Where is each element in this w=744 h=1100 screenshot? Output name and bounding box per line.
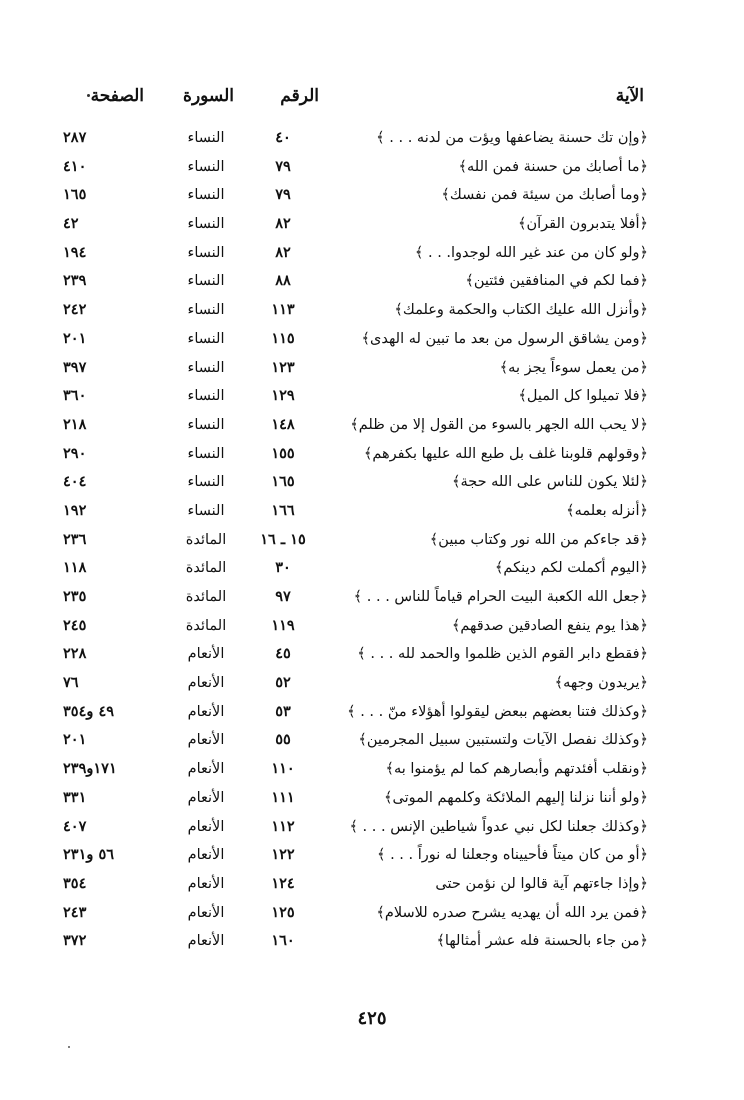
ayah-text: ﴿فقطع دابر القوم الذين ظلموا والحمد لله . . . ﴾ <box>357 646 648 663</box>
ayah-text: ﴿قد جاءكم من الله نور وكتاب مبين﴾ <box>429 531 648 548</box>
ayah-number: ١٥ ـ ١٦ <box>260 530 306 548</box>
header-surah: السورة <box>183 86 234 106</box>
ayah-number: ٨٢ <box>275 243 291 261</box>
ayah-number: ١٢٢ <box>271 846 295 864</box>
table-row <box>63 899 648 928</box>
table-row <box>63 583 648 612</box>
table-row <box>63 870 648 899</box>
ayah-text: ﴿فما لكم في المنافقين فئتين﴾ <box>465 273 648 290</box>
ayah-number: ١٢٩ <box>271 387 295 405</box>
table-row <box>63 927 648 956</box>
surah-name: الأنعام <box>187 761 225 778</box>
surah-name: النساء <box>187 416 225 433</box>
surah-name: الأنعام <box>187 732 225 749</box>
table-row <box>63 411 648 440</box>
ayah-number: ٥٢ <box>275 674 291 692</box>
table-header <box>80 86 644 116</box>
ayah-text: ﴿وأنزل الله عليك الكتاب والحكمة وعلمك﴾ <box>394 302 648 319</box>
page-reference: ٢٠١ <box>63 731 87 749</box>
surah-name: النساء <box>187 244 225 261</box>
surah-name: النساء <box>187 273 225 290</box>
surah-name: النساء <box>187 187 225 204</box>
page-reference: ٤٠٤ <box>63 473 87 491</box>
ayah-text: ﴿اليوم أكملت لكم دينكم﴾ <box>494 560 648 577</box>
page-reference: ٤٢ <box>63 215 79 233</box>
surah-name: النساء <box>187 158 225 175</box>
page-reference: ٥٦ و٢٣١ <box>63 846 115 864</box>
surah-name: المائدة <box>185 531 227 548</box>
ayah-number: ١٦٠ <box>271 932 295 950</box>
ayah-text: ﴿يريدون وجهه﴾ <box>554 675 648 692</box>
page-reference: ١٧١و٢٣٩ <box>63 760 117 778</box>
page-reference: ٢٩٠ <box>63 444 87 462</box>
ayah-number: ٩٧ <box>275 588 291 605</box>
ayah-text: ﴿ونقلب أفئدتهم وأبصارهم كما لم يؤمنوا به﴾ <box>385 761 648 778</box>
table-row <box>63 554 648 583</box>
page-reference: ٢٨٧ <box>63 129 87 146</box>
surah-name: النساء <box>187 302 225 319</box>
page-number: ٤٢٥ <box>357 1008 387 1029</box>
page-reference: ٢٣٥ <box>63 588 87 605</box>
header-number: الرقم <box>280 86 319 106</box>
surah-name: الأنعام <box>187 847 225 864</box>
page-reference: ١٩٢ <box>63 501 87 519</box>
table-row <box>63 124 648 153</box>
surah-name: المائدة <box>185 617 227 634</box>
ayah-number: ٨٢ <box>275 215 291 233</box>
table-row <box>63 267 648 296</box>
surah-name: المائدة <box>185 560 227 577</box>
table-row <box>63 726 648 755</box>
page-reference: ٣٧٢ <box>63 932 87 950</box>
ayah-number: ١١٩ <box>271 616 295 634</box>
ayah-text: ﴿وكذلك جعلنا لكل نبي عدواً شياطين الإنس . . . ﴾ <box>349 818 648 835</box>
surah-name: النساء <box>187 216 225 233</box>
ayah-text: ﴿جعل الله الكعبة البيت الحرام قياماً للناس . . . ﴾ <box>353 589 648 605</box>
header-ayah: الآية <box>615 86 644 106</box>
surah-name: النساء <box>187 474 225 491</box>
ayah-number: ٤٥ <box>275 645 291 663</box>
ayah-text: ﴿فلا تميلوا كل الميل﴾ <box>518 388 648 405</box>
page-reference: ٢١٨ <box>63 415 87 433</box>
ayah-text: ﴿ولو أننا نزلنا إليهم الملائكة وكلمهم الموتى﴾ <box>384 789 648 806</box>
surah-name: النساء <box>187 330 225 347</box>
table-row <box>63 181 648 210</box>
ayah-number: ٥٥ <box>275 731 291 749</box>
ayah-text: ﴿وكذلك فتنا بعضهم ببعض ليقولوا أهؤلاء منّ . . . ﴾ <box>347 703 648 720</box>
table-row <box>63 440 648 469</box>
page-reference: ١١٨ <box>63 559 87 577</box>
ayah-text: ﴿وقولهم قلوبنا غلف بل طبع الله عليها بكفرهم﴾ <box>363 445 648 462</box>
table-row <box>63 210 648 239</box>
ayah-text: ﴿لا يحب الله الجهر بالسوء من القول إلا من ظلم﴾ <box>350 416 648 433</box>
table-row <box>63 354 648 383</box>
ayah-text: ﴿وكذلك نفصل الآيات ولتستبين سبيل المجرمين﴾ <box>358 732 648 749</box>
page-reference: ٣٥٤ <box>63 874 87 892</box>
ayah-text: ﴿من يعمل سوءاً يجز به﴾ <box>499 359 648 376</box>
ayah-text: ﴿وإذا جاءتهم آية قالوا لن نؤمن حتى <box>435 875 648 892</box>
ayah-number: ٧٩ <box>275 157 291 175</box>
ayah-number: ١١٣ <box>271 301 295 319</box>
stray-dot <box>68 1046 70 1048</box>
ayah-text: ﴿ما أصابك من حسنة فمن الله﴾ <box>458 158 648 175</box>
ayah-number: ١٢٥ <box>271 903 295 921</box>
table-row <box>63 698 648 727</box>
page-reference: ٤٩ و٣٥٤ <box>63 702 115 720</box>
ayah-text: ﴿هذا يوم ينفع الصادقين صدقهم﴾ <box>451 617 648 634</box>
surah-name: النساء <box>187 359 225 376</box>
ayah-text: ﴿أفلا يتدبرون القرآن﴾ <box>518 216 648 233</box>
ayah-text: ﴿من جاء بالحسنة فله عشر أمثالها﴾ <box>436 933 648 950</box>
surah-name: الأنعام <box>187 703 225 720</box>
index-table <box>63 124 648 956</box>
ayah-text: ﴿ومن يشاقق الرسول من بعد ما تبين له الهدى﴾ <box>361 330 648 347</box>
ayah-number: ١١٢ <box>271 817 295 835</box>
ayah-number: ١٥٥ <box>271 444 295 462</box>
ayah-number: ٤٠ <box>275 129 291 146</box>
ayah-text: ﴿أو من كان ميتاً فأحييناه وجعلنا له نوراً . . . ﴾ <box>376 847 648 864</box>
table-row <box>63 526 648 555</box>
surah-name: الأنعام <box>187 904 225 921</box>
ayah-number: ١٢٣ <box>271 358 295 376</box>
page-reference: ٣٩٧ <box>63 358 87 376</box>
page-reference: ٢٣٦ <box>63 530 87 548</box>
ayah-text: ﴿فمن يرد الله أن يهديه يشرح صدره للاسلام﴾ <box>376 904 648 921</box>
page-reference: ١٦٥ <box>63 186 87 204</box>
ayah-text: ﴿وإن تك حسنة يضاعفها ويؤت من لدنه . . . ﴾ <box>376 130 648 146</box>
surah-name: الأنعام <box>187 646 225 663</box>
table-row <box>63 382 648 411</box>
ayah-number: ٨٨ <box>275 272 291 290</box>
ayah-text: ﴿لئلا يكون للناس على الله حجة﴾ <box>451 474 648 491</box>
page-reference: ٣٣١ <box>63 788 87 806</box>
table-row <box>63 784 648 813</box>
table-row <box>63 755 648 784</box>
surah-name: النساء <box>187 445 225 462</box>
page-reference: ٢٢٨ <box>63 645 87 663</box>
surah-name: الأنعام <box>187 675 225 692</box>
ayah-number: ١٤٨ <box>271 415 295 433</box>
ayah-number: ١١٠ <box>271 760 295 778</box>
ayah-number: ١٦٥ <box>271 473 295 491</box>
ayah-number: ٣٠ <box>275 559 291 577</box>
page-reference: ٢٣٩ <box>63 272 87 290</box>
surah-name: الأنعام <box>187 933 225 950</box>
ayah-number: ١٢٤ <box>271 874 295 892</box>
table-row <box>63 813 648 842</box>
ayah-number: ٧٩ <box>275 186 291 204</box>
table-row <box>63 640 648 669</box>
surah-name: النساء <box>187 388 225 405</box>
surah-name: الأنعام <box>187 875 225 892</box>
surah-name: النساء <box>187 130 225 146</box>
ayah-text: ﴿ولو كان من عند غير الله لوجدوا. . . ﴾ <box>414 244 648 261</box>
table-row <box>63 669 648 698</box>
ayah-number: ١٦٦ <box>271 501 295 519</box>
ayah-number: ١١١ <box>271 788 295 806</box>
page-reference: ٧٦ <box>63 674 79 692</box>
page-reference: ٢٤٥ <box>63 616 87 634</box>
table-row <box>63 325 648 354</box>
ayah-text: ﴿وما أصابك من سيئة فمن نفسك﴾ <box>441 187 648 204</box>
page-reference: ٣٦٠ <box>63 387 87 405</box>
surah-name: الأنعام <box>187 789 225 806</box>
ayah-number: ٥٣ <box>275 702 291 720</box>
table-row <box>63 153 648 182</box>
page-reference: ٢٤٢ <box>63 301 87 319</box>
table-row <box>63 497 648 526</box>
ayah-text: ﴿أنزله بعلمه﴾ <box>566 502 648 519</box>
surah-name: المائدة <box>185 589 227 605</box>
table-row <box>63 468 648 497</box>
table-row <box>63 296 648 325</box>
surah-name: الأنعام <box>187 818 225 835</box>
table-row <box>63 612 648 641</box>
surah-name: النساء <box>187 502 225 519</box>
page-reference: ٢٤٣ <box>63 903 87 921</box>
table-row <box>63 841 648 870</box>
table-row <box>63 239 648 268</box>
page-reference: ٢٠١ <box>63 329 87 347</box>
ayah-number: ١١٥ <box>271 329 295 347</box>
page-reference: ٤١٠ <box>63 157 87 175</box>
header-page: الصفحة <box>90 86 144 106</box>
page-reference: ٤٠٧ <box>63 817 87 835</box>
page-reference: ١٩٤ <box>63 243 87 261</box>
